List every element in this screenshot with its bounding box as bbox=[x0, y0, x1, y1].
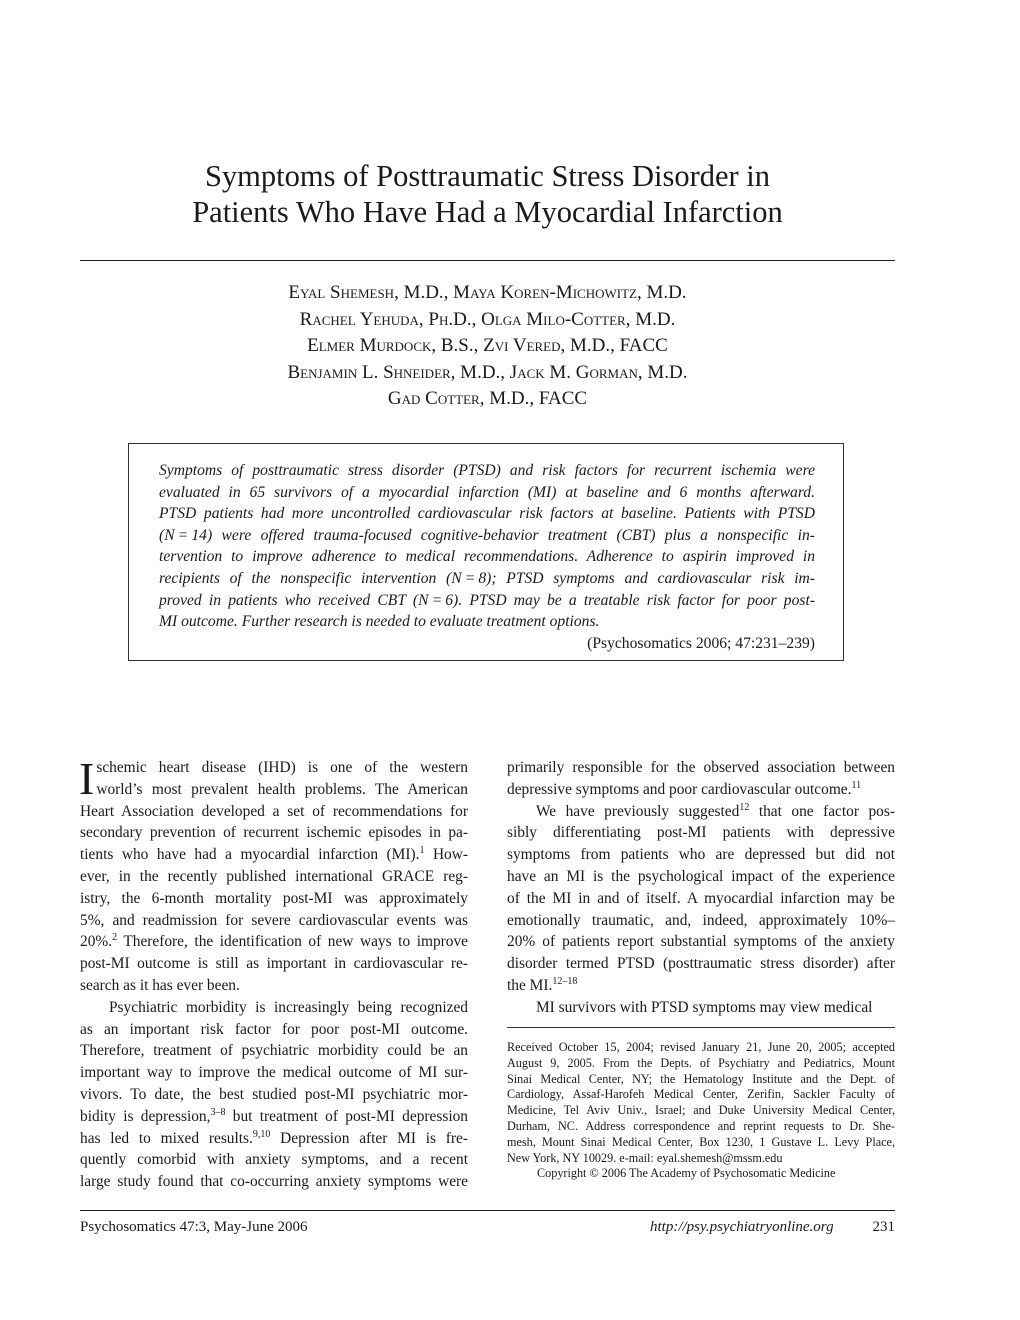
abstract-line: evaluated in 65 survivors of a myocardial infarction (MI) at baseline and 6 months afterward. bbox=[159, 483, 815, 501]
title-line: Patients Who Have Had a Myocardial Infarction bbox=[192, 195, 783, 229]
author-line: Elmer Murdock, B.S., Zvi Vered, M.D., FACC bbox=[307, 335, 668, 356]
body-line: has led to mixed results.$^{9,10}$ Depression after MI is fre- bbox=[80, 1128, 469, 1147]
body-line: have an MI is the psychological impact of the experience bbox=[507, 867, 895, 885]
body-line: schemic heart disease (IHD) is one of the western bbox=[96, 759, 468, 776]
body-line: emotionally traumatic, and, indeed, approximately 10%– bbox=[507, 911, 895, 929]
body-column-left bbox=[79, 753, 469, 1193]
citation-ref: 12 bbox=[739, 801, 750, 813]
journal-issue: Psychosomatics 47:3, May-June 2006 bbox=[80, 1219, 308, 1235]
citation-ref: 9,10 bbox=[252, 1128, 271, 1140]
body-line: We have previously suggested$^{12}$ that one factor pos- bbox=[536, 801, 895, 820]
abstract-text bbox=[159, 460, 815, 633]
body-line: world’s most prevalent health problems. The American bbox=[96, 780, 468, 798]
footnote-divider bbox=[507, 1027, 895, 1028]
abstract-line: (N = 14) were offered trauma-focused cognitive-behavior treatment (CBT) plus a nonspecific in- bbox=[159, 526, 815, 544]
body-line: MI survivors with PTSD symptoms may view medical bbox=[536, 998, 873, 1016]
journal-url[interactable]: http://psy.psychiatryonline.org bbox=[650, 1219, 834, 1235]
footnote-line: New York, NY 10029. e-mail: eyal.shemesh@mssm.edu bbox=[507, 1150, 783, 1165]
body-column-right bbox=[507, 757, 895, 1019]
author-line: Gad Cotter, M.D., FACC bbox=[387, 388, 588, 409]
footnote-line: Durham, NC. Address correspondence and reprint requests to Dr. She- bbox=[507, 1118, 895, 1133]
citation-ref: 2 bbox=[112, 932, 118, 944]
body-line: 20% of patients report substantial symptoms of the anxiety bbox=[507, 933, 895, 951]
article-title bbox=[80, 158, 895, 230]
body-line: 20%.$^2$ Therefore, the identification of new ways to improve bbox=[80, 932, 468, 951]
abstract-line: proved in patients who received CBT (N = 6). PTSD may be a treatable risk factor for poor post- bbox=[159, 591, 815, 609]
body-line: tients who have had a myocardial infarction (MI).$^1$ How- bbox=[80, 845, 468, 864]
body-line: quently comorbid with anxiety symptoms, and a recent bbox=[80, 1151, 468, 1169]
drop-cap: I bbox=[79, 753, 95, 804]
body-line: symptoms from patients who are depressed but did not bbox=[507, 846, 895, 864]
author-list bbox=[80, 280, 895, 413]
body-line: 5%, and readmission for severe cardiovascular events was bbox=[80, 911, 468, 929]
body-line: primarily responsible for the observed association between bbox=[507, 759, 895, 776]
body-line: vivors. To date, the best studied post-MI psychiatric mor- bbox=[80, 1085, 468, 1103]
footnote-line: Cardiology, Assaf-Harofeh Medical Center, Zerifin, Sackler Faculty of bbox=[507, 1087, 895, 1102]
body-line: Heart Association developed a set of recommendations for bbox=[80, 802, 468, 820]
body-line: secondary prevention of recurrent ischemic episodes in pa- bbox=[80, 824, 468, 842]
citation-ref: 11 bbox=[851, 779, 862, 791]
citation-ref: 1 bbox=[419, 845, 425, 857]
abstract-line: MI outcome. Further research is needed to evaluate treatment options. bbox=[159, 613, 600, 631]
footer-divider bbox=[80, 1210, 895, 1211]
author-line: Benjamin L. Shneider, M.D., Jack M. Gorman, M.D. bbox=[287, 361, 688, 383]
abstract-citation: (Psychosomatics 2006; 47:231–239) bbox=[587, 635, 815, 652]
body-line: depressive symptoms and poor cardiovascular outcome.$^{11}$ bbox=[507, 779, 862, 798]
abstract-line: recipients of the nonspecific intervention (N = 8); PTSD symptoms and cardiovascular risk im- bbox=[159, 569, 815, 587]
body-line: sibly differentiating post-MI patients with depressive bbox=[507, 824, 895, 842]
footnote bbox=[507, 1040, 895, 1182]
body-line: post-MI outcome is still as important in cardiovascular re- bbox=[80, 955, 468, 973]
body-line: large study found that co-occurring anxiety symptoms were bbox=[80, 1173, 468, 1191]
author-line: Eyal Shemesh, M.D., Maya Koren-Michowitz, M.D. bbox=[288, 282, 687, 303]
footnote-line: mesh, Mount Sinai Medical Center, Box 1230, 1 Gustave L. Levy Place, bbox=[507, 1134, 895, 1149]
abstract-box bbox=[128, 443, 844, 661]
body-line: Therefore, treatment of psychiatric morbidity could be an bbox=[80, 1042, 468, 1060]
body-line: as an important risk factor for poor post-MI outcome. bbox=[80, 1020, 468, 1038]
body-line: search as it has ever been. bbox=[80, 976, 240, 994]
copyright-line: Copyright © 2006 The Academy of Psychosomatic Medicine bbox=[537, 1166, 836, 1181]
page-number: 231 bbox=[872, 1219, 895, 1235]
body-line: Psychiatric morbidity is increasingly being recognized bbox=[109, 998, 468, 1016]
footnote-line: Received October 15, 2004; revised January 21, June 20, 2005; accepted bbox=[507, 1040, 895, 1054]
author-line: Rachel Yehuda, Ph.D., Olga Milo-Cotter, M.D. bbox=[299, 308, 676, 330]
body-line: disorder termed PTSD (posttraumatic stress disorder) after bbox=[507, 955, 895, 973]
abstract-line: PTSD patients had more uncontrolled cardiovascular risk factors at baseline. Patients with PTSD bbox=[159, 505, 815, 523]
abstract-line: tervention to improve adherence to medical recommendations. Adherence to aspirin improved in bbox=[159, 548, 815, 566]
citation-ref: 3–8 bbox=[210, 1106, 226, 1118]
body-line: bidity is depression,$^{3-8}$ but treatment of post-MI depression bbox=[80, 1106, 468, 1125]
footnote-line: August 9, 2005. From the Depts. of Psychiatry and Pediatrics, Mount bbox=[507, 1055, 895, 1070]
body-line: the MI.$^{12-18}$ bbox=[507, 975, 578, 994]
title-divider bbox=[80, 260, 895, 261]
body-line: istry, the 6-month mortality post-MI was approximately bbox=[80, 889, 468, 907]
body-line: of the MI in and of itself. A myocardial infarction may be bbox=[507, 889, 895, 907]
footnote-line: Sinai Medical Center, NY; the Hematology Institute and the Dept. of bbox=[507, 1071, 895, 1086]
title-line: Symptoms of Posttraumatic Stress Disorder in bbox=[204, 159, 771, 193]
footnote-line: Medicine, Tel Aviv Univ., Israel; and Duke University Medical Center, bbox=[507, 1103, 895, 1118]
abstract-line: Symptoms of posttraumatic stress disorder (PTSD) and risk factors for recurrent ischemia were bbox=[159, 462, 815, 479]
body-line: important way to improve the medical outcome of MI sur- bbox=[80, 1064, 468, 1082]
body-line: ever, in the recently published international GRACE reg- bbox=[80, 867, 468, 885]
citation-ref: 12–18 bbox=[552, 975, 578, 987]
